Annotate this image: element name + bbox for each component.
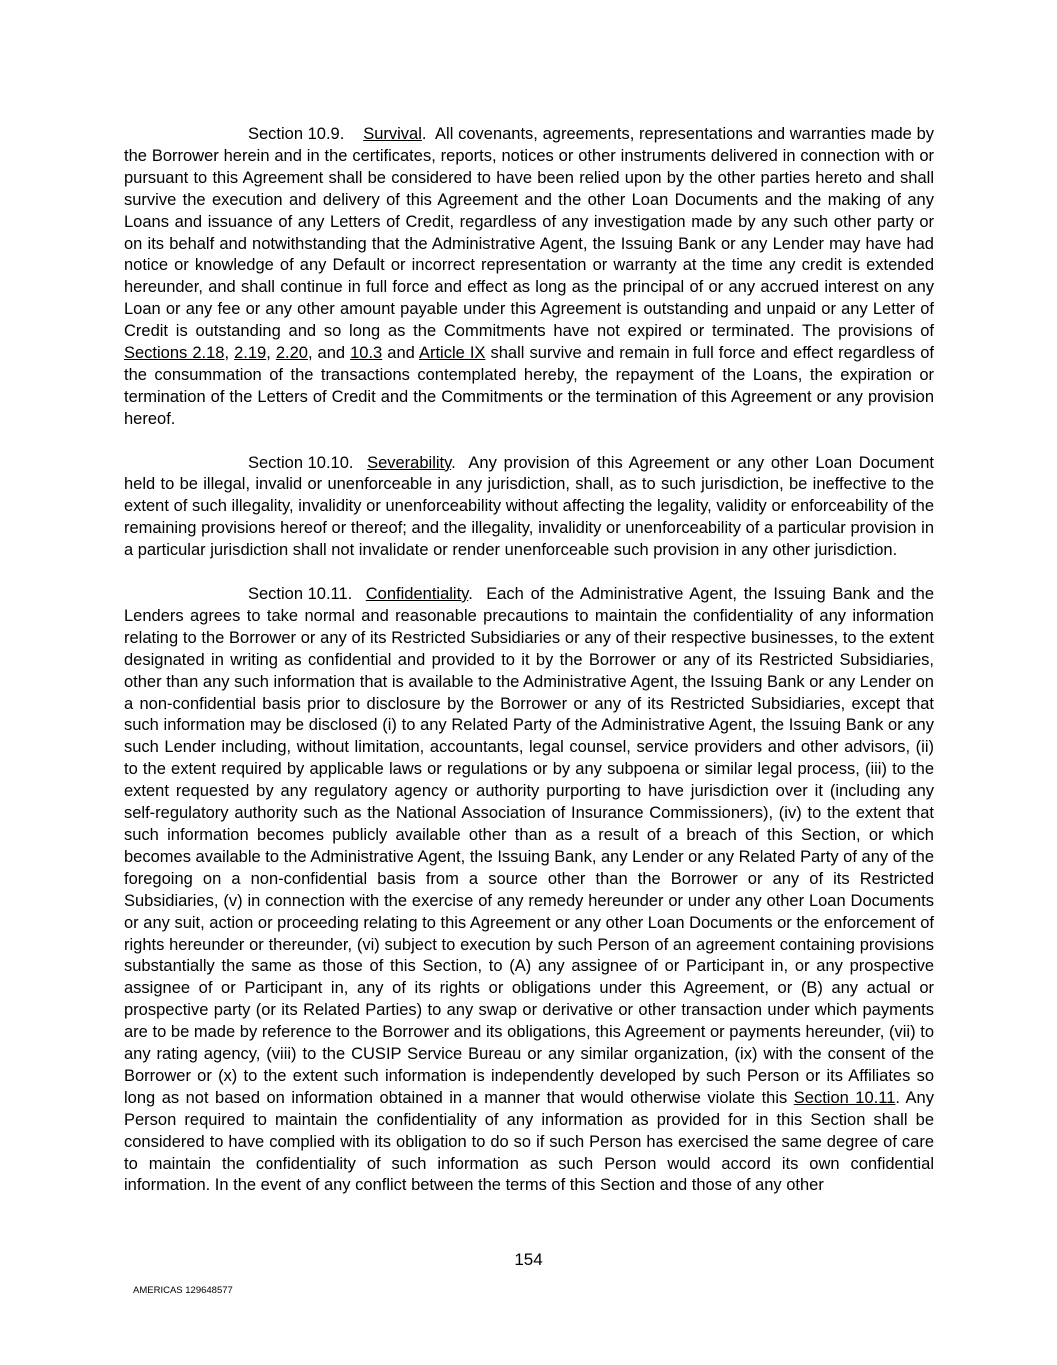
- section-title: Confidentiality: [365, 585, 469, 603]
- section-title: Survival: [363, 125, 422, 143]
- cross-reference: Sections 2.18: [124, 344, 225, 363]
- section-number: Section 10.9.: [248, 125, 345, 143]
- section-text: Each of the Administrative Agent, the Issuing Bank and the Lenders agrees to take normal and reasonable precautions to maintain the confidentiality of any information relating to the Borrower or any of its Restricted Subsidiaries or any of their respective businesses, to the extent designated in writing as confidential and provided to it by the Borrower or any of its Restricted Subsidiaries, other than any such information that is available to the Administrative Agent, the Issuing Bank or any Lender on a non-confidential basis prior to disclosure by the Borrower or any of its Restricted Subsidiaries, except that such information may be disclosed (i) to any Related Party of the Administrative Agent, the Issuing Bank or any such Lender including, without limitation, accountants, legal counsel, service providers and other advisors, (ii) to the extent required by applicable laws or regulations or by any subpoena or similar legal process, (iii) to the extent requested by any regulatory agency or authority purporting to have jurisdiction over it (including any self-regulatory authority such as the National Association of Insurance Commissioners), (iv) to the extent that such information becomes publicly available other than as a result of a breach of this Section, or which becomes available to the Administrative Agent, the Issuing Bank, any Lender or any Related Party of any of the foregoing on a non-confidential basis from a source other than the Borrower or any of its Restricted Subsidiaries, (v) in connection with the exercise of any remedy hereunder or under any other Loan Documents or any suit, action or proceeding relating to this Agreement or any other Loan Documents or the enforcement of rights hereunder or thereunder, (vi) subject to execution by such Person of an agreement containing provisions substantially the same as those of this Section, to (A) any assignee of or Participant in, or any prospective assignee of or Participant in, any of its rights or obligations under this Agreement, or (B) any actual or prospective party (or its Related Parties) to any swap or derivative or other transaction under which payments are to be made by reference to the Borrower and its obligations, this Agreement or payments hereunder, (vii) to any rating agency, (viii) to the CUSIP Service Bureau or any similar organization, (ix) with the consent of the Borrower or (x) to the extent such information is independently developed by such Person or its Affiliates so long as not based on information obtained in a manner that would otherwise violate this: [124, 585, 934, 1107]
- cross-reference: Section 10.11: [793, 1088, 896, 1107]
- section-severability: Section 10.10. Severability. Any provision of this Agreement or any other Loan Document held to be illegal, invalid or unenforceable in any jurisdiction, shall, as to such jurisdiction, be ineffective to the extent of such illegality, invalidity or unenforceability without affecting the legality, validity or enforceability of the remaining provisions hereof or thereof; and the illegality, invalidity or unenforceability of a particular provision in a particular jurisdiction shall not invalidate or render unenforceable such provision in any other jurisdiction.: [124, 453, 935, 560]
- section-title: Severability: [367, 453, 452, 472]
- cross-reference: 10.3: [350, 344, 383, 363]
- document-id: AMERICAS 129648577: [133, 1285, 233, 1296]
- page-number: 154: [514, 1250, 543, 1269]
- section-text: Any provision of this Agreement or any other Loan Document held to be illegal, invalid or unenforceable in any jurisdiction, shall, as to such jurisdiction, be ineffective to the extent of such illegality, invalidity or unenforceability without affecting the legality, validity or enforceability of the remaining provisions hereof or thereof; and the illegality, invalidity or unenforceability of a particular provision in a particular jurisdiction shall not invalidate or render unenforceable such provision in any other jurisdiction.: [124, 453, 935, 560]
- section-number: Section 10.10.: [248, 453, 354, 472]
- cross-reference: 2.19: [234, 344, 267, 363]
- section-text: Any Person required to maintain the confidentiality of any information as provided for in this Section shall be considered to have complied with its obligation to do so if such Person has exercised the same degree of care to maintain the confidentiality of such information as such Person would accord its own confidential information. In the event of any conflict between the terms of this Section and those of any other: [124, 1088, 934, 1195]
- cross-reference: 2.20: [275, 344, 308, 363]
- section-text: All covenants, agreements, representations and warranties made by the Borrower herein and in the certificates, reports, notices or other instruments delivered in connection with or pursuant to this Agreement shall be considered to have been relied upon by the other parties hereto and shall survive the execution and delivery of this Agreement and the other Loan Documents and the making of any Loans and issuance of any Letters of Credit, regardless of any investigation made by any such other party or on its behalf and notwithstanding that the Administrative Agent, the Issuing Bank or any Lender may have had notice or knowledge of any Default or incorrect representation or warranty at the time any credit is extended hereunder, and shall continue in full force and effect as long as the principal of or any accrued interest on any Loan or any fee or any other amount payable under this Agreement is outstanding and unpaid or any Letter of Credit is outstanding and so long as the Commitments have not expired or terminated. The provisions of: [124, 125, 935, 341]
- body-text: [124, 124, 934, 1197]
- cross-reference: Article IX: [418, 344, 486, 363]
- section-survival: Section 10.9. Survival. All covenants, agreements, representations and warranties made by the Borrower herein and in the certificates, reports, notices or other instruments delivered in connection with or pursuant to this Agreement shall be considered to have been relied upon by the other parties hereto and shall survive the execution and delivery of this Agreement and the other Loan Documents and the making of any Loans and issuance of any Letters of Credit, regardless of any investigation made by any such other party or on its behalf and notwithstanding that the Administrative Agent, the Issuing Bank or any Lender may have had notice or knowledge of any Default or incorrect representation or warranty at the time any credit is extended hereunder, and shall continue in full force and effect as long as the principal of or any accrued interest on any Loan or any fee or any other amount payable under this Agreement is outstanding and unpaid or any Letter of Credit is outstanding and so long as the Commitments have not expired or terminated. The provisions of Sections 2.18, 2.19, 2.20, and 10.3 and Article IX shall survive and remain in full force and effect regardless of the consummation of the transactions contemplated hereby, the repayment of the Loans, the expiration or termination of the Letters of Credit and the Commitments or the termination of this Agreement or any provision hereof.: [124, 125, 935, 428]
- section-number: Section 10.11.: [248, 585, 353, 603]
- section-confidentiality: Section 10.11. Confidentiality. Each of the Administrative Agent, the Issuing Bank and the Lenders agrees to take normal and reasonable precautions to maintain the confidentiality of any information relating to the Borrower or any of its Restricted Subsidiaries or any of their respective businesses, to the extent designated in writing as confidential and provided to it by the Borrower or any of its Restricted Subsidiaries, other than any such information that is available to the Administrative Agent, the Issuing Bank or any Lender on a non-confidential basis prior to disclosure by the Borrower or any of its Restricted Subsidiaries, except that such information may be disclosed (i) to any Related Party of the Administrative Agent, the Issuing Bank or any such Lender including, without limitation, accountants, legal counsel, service providers and other advisors, (ii) to the extent required by applicable laws or regulations or by any subpoena or similar legal process, (iii) to the extent requested by any regulatory agency or authority purporting to have jurisdiction over it (including any self-regulatory authority such as the National Association of Insurance Commissioners), (iv) to the extent that such information becomes publicly available other than as a result of a breach of this Section, or which becomes available to the Administrative Agent, the Issuing Bank, any Lender or any Related Party of any of the foregoing on a non-confidential basis from a source other than the Borrower or any of its Restricted Subsidiaries, (v) in connection with the exercise of any remedy hereunder or under any other Loan Documents or any suit, action or proceeding relating to this Agreement or any other Loan Documents or the enforcement of rights hereunder or thereunder, (vi) subject to execution by such Person of an agreement containing provisions substantially the same as those of this Section, to (A) any assignee of or Participant in, or any prospective assignee of or Participant in, any of its rights or obligations under this Agreement, or (B) any actual or prospective party (or its Related Parties) to any swap or derivative or other transaction under which payments are to be made by reference to the Borrower and its obligations, this Agreement or payments hereunder, (vii) to any rating agency, (viii) to the CUSIP Service Bureau or any similar organization, (ix) with the consent of the Borrower or (x) to the extent such information is independently developed by such Person or its Affiliates so long as not based on information obtained in a manner that would otherwise violate this Section 10.11. Any Person required to maintain the confidentiality of any information as provided for in this Section shall be considered to have complied with its obligation to do so if such Person has exercised the same degree of care to maintain the confidentiality of such information as such Person would accord its own confidential information. In the event of any conflict between the terms of this Section and those of any other: [124, 585, 934, 1195]
- section-text: shall survive and remain in full force and effect regardless of the consummation of the transactions contemplated hereby, the repayment of the Loans, the expiration or termination of the Letters of Credit and the Commitments or the termination of this Agreement or any provision hereof.: [124, 344, 934, 428]
